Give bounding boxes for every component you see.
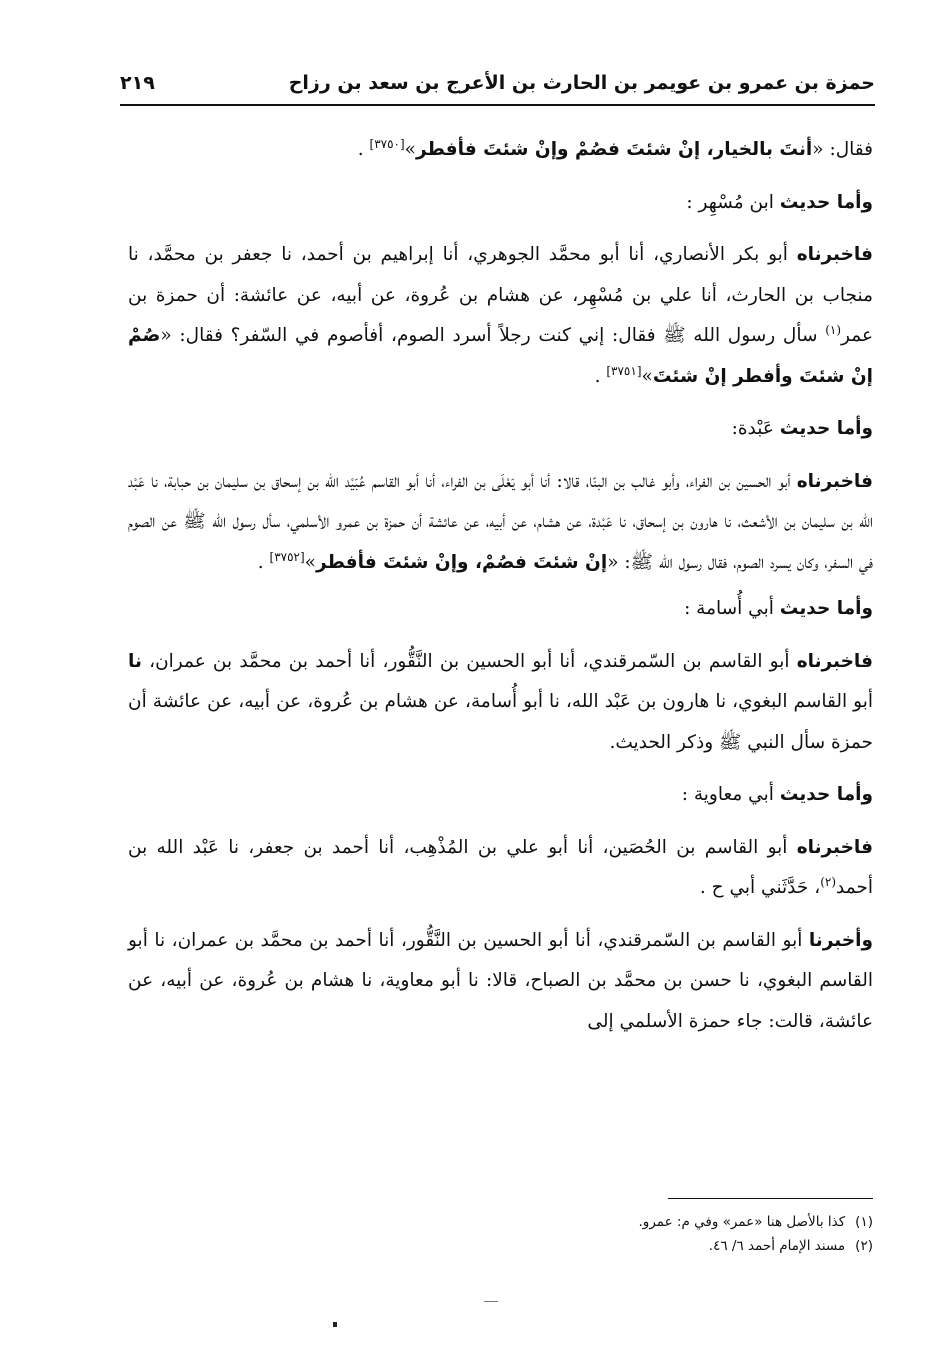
heading-lead: وأما حديث [779,784,873,805]
paragraph-5-text: أبو القاسم بن الحُصَين، أنا أبو علي بن المُذْهِب، أنا أحمد بن جعفر، نا عَبْد الله بن أحمد [128,836,873,898]
hadith-ref-3750: [٣٧٥٠] [369,136,405,151]
section-heading-abda [128,409,873,450]
footnote-marker-1: (١) [825,322,842,337]
paragraph-3 [128,462,873,584]
footnote-text: كذا بالأصل هنا «عمر» وفي م: عمرو. [638,1214,846,1230]
paragraph-4-text: أبو القاسم بن السّمرقندي، أنا أبو الحسين بن النَّقُّور، أنا أحمد بن محمَّد بن عمران، [141,650,797,672]
paragraph-2-lead: فاخبرناه [796,244,873,265]
paragraph-3-suffix: » [304,551,316,573]
heading-rest: أبي أُسامة : [684,598,780,619]
heading-rest: أبي معاوية : [681,784,780,805]
section-heading-ibn-mushir [128,183,873,224]
hadith-ref-3752: [٣٧٥٢] [269,549,305,564]
paragraph-6-text: أبو القاسم بن السّمرقندي، أنا أبو الحسين بن النَّقُّور، أنا أحمد بن محمَّد بن عمران، نا أبو القاسم البغوي، نا حسن بن محمَّد بن الصباح، قالا: نا أبو معاوية، نا هشام بن عُروة، عن أبيه، عن عائشة، قالت: جاء حمزة الأسلمي إلى [128,929,873,1032]
paragraph-6 [128,921,873,1043]
paragraph-5-lead: فاخبرناه [796,836,873,858]
paragraph-2-suffix: » [641,365,653,387]
paragraph-1-suffix: » [404,139,416,160]
paragraph-6-lead: وأخبرنا [808,929,873,951]
running-header [120,70,875,106]
footnote-text: مسند الإمام أحمد ٦/ ٤٦. [708,1238,846,1254]
heading-lead: وأما حديث [779,418,873,439]
header-title: حمزة بن عمرو بن عويمر بن الحارث بن الأعرج بن سعد بن رزاح [288,72,875,94]
paragraph-2-quote: صُمْ إنْ شئتَ وأفطر إنْ شئتَ [128,325,873,387]
heading-rest: عَبْدة: [731,418,780,439]
footnote-divider [668,1198,873,1199]
paragraph-4-lead: فاخبرناه [796,650,873,672]
paragraph-5 [128,828,873,909]
page-number: ٢١٩ [120,72,155,94]
section-heading-abu-muawiya [128,775,873,816]
paragraph-2 [128,235,873,397]
paragraph-3-quote: إنْ شئتَ فصُمْ، وإنْ شئتَ فأفطر [315,551,608,573]
paragraph-4-text-2: أبو القاسم البغوي، نا هارون بن عَبْد الله، نا أبو أُسامة، عن هشام بن عُروة، عن أبيه، عن عائشة أن حمزة سأل النبي ﷺ وذكر الحديث. [128,691,873,753]
paragraph-2-end: . [594,365,607,387]
paragraph-1 [128,130,873,171]
paragraph-3-lead: فاخبرناه [796,470,873,492]
footnote-number: (٢) [855,1238,873,1254]
paragraph-2-text: أبو بكر الأنصاري، أنا أبو محمَّد الجوهري، أنا إبراهيم بن أحمد، نا جعفر بن محمَّد، نا منجاب بن الحارث، أنا علي بن مُسْهِر، عن هشام بن عُروة، عن أبيه، عن عائشة: أن حمزة بن عمر [128,244,873,346]
paragraph-1-quote: أنتَ بالخيار، إنْ شئتَ فصُمْ وإنْ شئتَ فأفطر [416,139,813,160]
heading-lead: وأما حديث [779,191,873,213]
paragraph-3-end: . [257,551,270,573]
paragraph-1-prefix: فقال: « [812,139,873,160]
page-bottom-dot [333,1322,337,1327]
paragraph-3-text: أبو الحسين بن الفراء، وأبو غالب بن البنّا، قالا: أنا أبو يَعْلَى بن الفراء، أنا أبو القاسم عُبَيْد الله بن إسحاق بن سليمان بن حبابة، نا عَبْد الله بن سليمان بن الأشعث، نا هارون بن إسحاق، نا عَبْدة، عن هشام، عن أبيه، عن عائشة أن حمزة بن عمرو الأسلمي، سأل رسول الله ﷺ عن الصوم في السفر، وكان يسرد الصوم، فقال رسول الله ﷺ: « [128,470,873,573]
footnotes [400,1210,873,1258]
main-text [128,130,873,1054]
section-heading-abu-usama [128,589,873,630]
heading-rest: ابن مُسْهِر : [686,191,780,213]
paragraph-2-text-2: سأل رسول الله ﷺ فقال: إني كنت رجلاً أسرد الصوم، أفأصوم في السّفر؟ فقال: « [160,325,826,346]
paragraph-4 [128,642,873,764]
paragraph-5-text-2: ، حَدَّثَني أبي ح . [699,877,821,898]
hadith-ref-3751: [٣٧٥١] [606,363,642,378]
paragraph-1-end: . [357,139,370,160]
footnote-2 [400,1234,873,1258]
footnote-marker-2: (٢) [820,874,837,889]
footnote-1 [400,1210,873,1234]
page-bottom-mark [484,1301,498,1302]
heading-lead: وأما حديث [779,598,873,619]
paragraph-4-bold-word: نا [128,650,142,672]
footnote-number: (١) [855,1214,873,1230]
